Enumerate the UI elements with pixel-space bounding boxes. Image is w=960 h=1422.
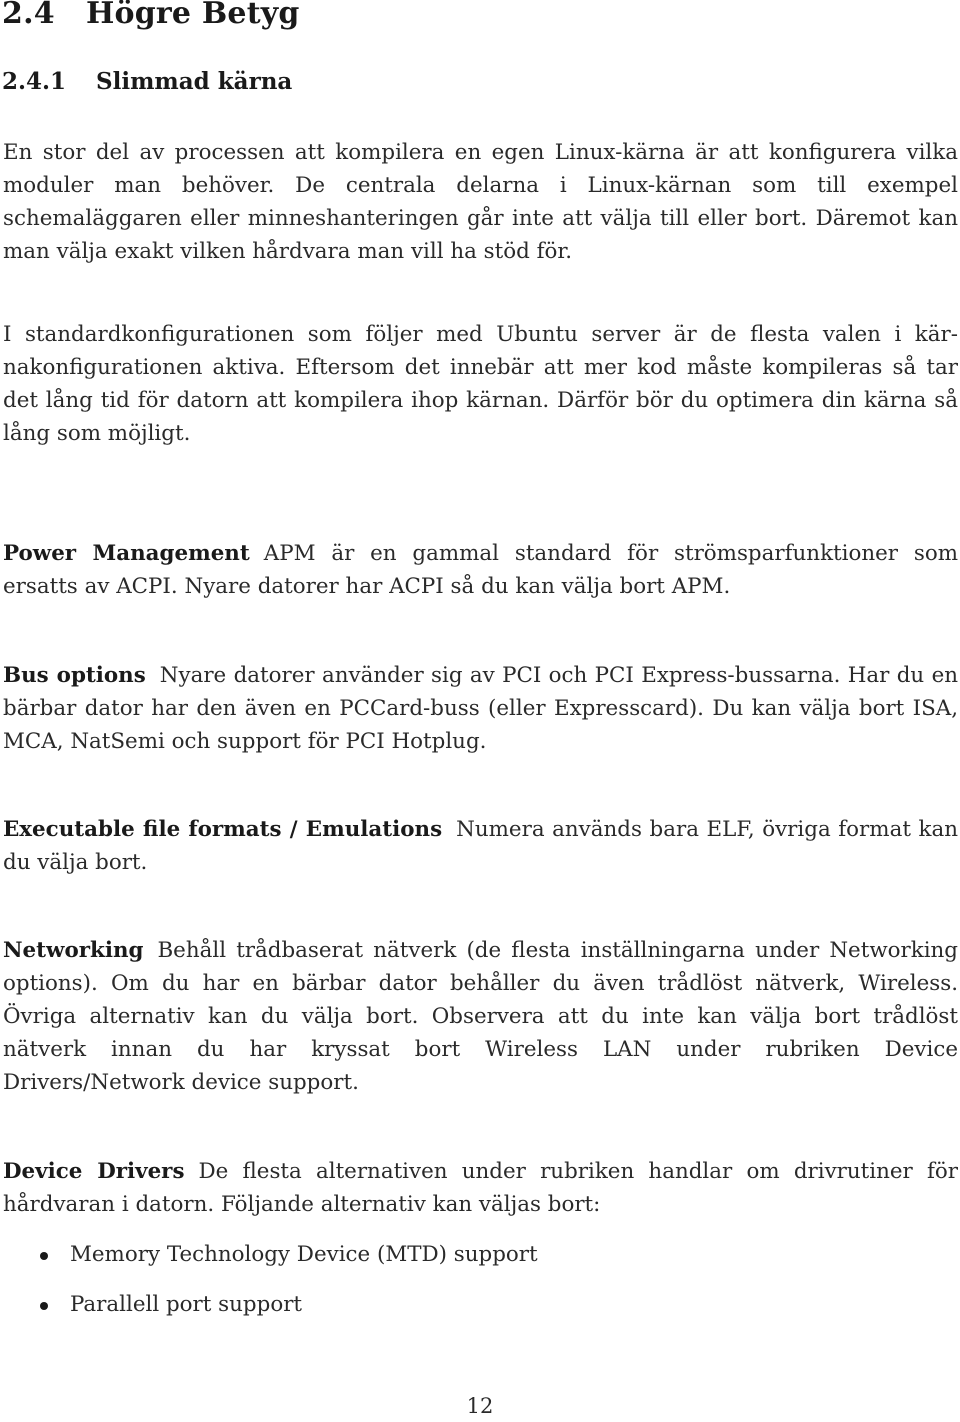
page-number: 12 <box>466 1394 494 1418</box>
item-text: Behåll trådbaserat nätverk (de flesta inställningarna under Networking options). Om du har en bärbar dator behåller du även trådlöst nätverk, Wireless. Övriga alternativ kan du välja bort. Observera att du inte kan välja bort trådlöst nätverk innan du har kryssat bort Wireless LAN under rubriken Device Drivers/Network device support. <box>3 938 958 1095</box>
subsection-number: 2.4.1 <box>2 68 67 95</box>
item-power-management <box>3 537 958 603</box>
item-text: Numera används bara ELF, övriga format kan du välja bort. <box>3 817 958 875</box>
item-text: De flesta alternativen under rubriken handlar om drivrutiner för hårdvaran i datorn. Följande alternativ kan väljas bort: <box>3 1159 958 1217</box>
intro-paragraph: En stor del av processen att kompilera en egen Linux-kärna är att konfigurera vilka moduler man behöver. De centrala delarna i Linux-kärnan som till exempel schemaläggaren eller minneshanteringen går inte att välja till eller bort. Däremot kan man välja exakt vilken hårdvara man vill ha stöd för. <box>3 140 958 264</box>
bullet-icon <box>40 1302 48 1310</box>
item-term: Networking <box>3 938 144 963</box>
list-item-text: Parallell port support <box>70 1292 303 1317</box>
item-term: Executable file formats / Emulations <box>3 817 443 842</box>
item-term: Device Drivers <box>3 1159 185 1184</box>
item-text: Nyare datorer använder sig av PCI och PCI Express-bussarna. Har du en bärbar dator har den även en PCCard-buss (eller Expresscard). Du kan välja bort ISA, MCA, NatSemi och support för PCI Hotplug. <box>3 663 959 754</box>
item-bus-options <box>3 659 958 758</box>
bullet-list <box>0 1238 900 1338</box>
list-item <box>0 1288 900 1338</box>
list-item-text: Memory Technology Device (MTD) support <box>70 1242 538 1267</box>
item-device-drivers <box>3 1155 958 1221</box>
subsection-title: Slimmad kärna <box>96 68 293 95</box>
section-number: 2.4 <box>2 0 55 31</box>
item-networking <box>3 934 958 1099</box>
section-heading <box>2 0 300 31</box>
item-term: Bus options <box>3 663 146 688</box>
config-paragraph: I standardkonfigurationen som följer med Ubuntu server är de flesta valen i kärnakonfigurationen aktiva. Eftersom det innebär att mer kod måste kompileras så tar det lång tid för datorn att kompilera ihop kärnan. Därför bör du optimera din kärna så lång som möjligt. <box>3 322 958 446</box>
bullet-icon <box>40 1252 48 1260</box>
item-term: Power Management <box>3 541 250 566</box>
subsection-heading <box>2 68 292 95</box>
item-text: APM är en gammal standard för strömsparfunktioner som ersatts av ACPI. Nyare datorer har ACPI så du kan välja bort APM. <box>3 541 958 599</box>
list-item <box>0 1238 900 1288</box>
section-title: Högre Betyg <box>86 0 300 31</box>
item-executable-formats <box>3 813 958 879</box>
